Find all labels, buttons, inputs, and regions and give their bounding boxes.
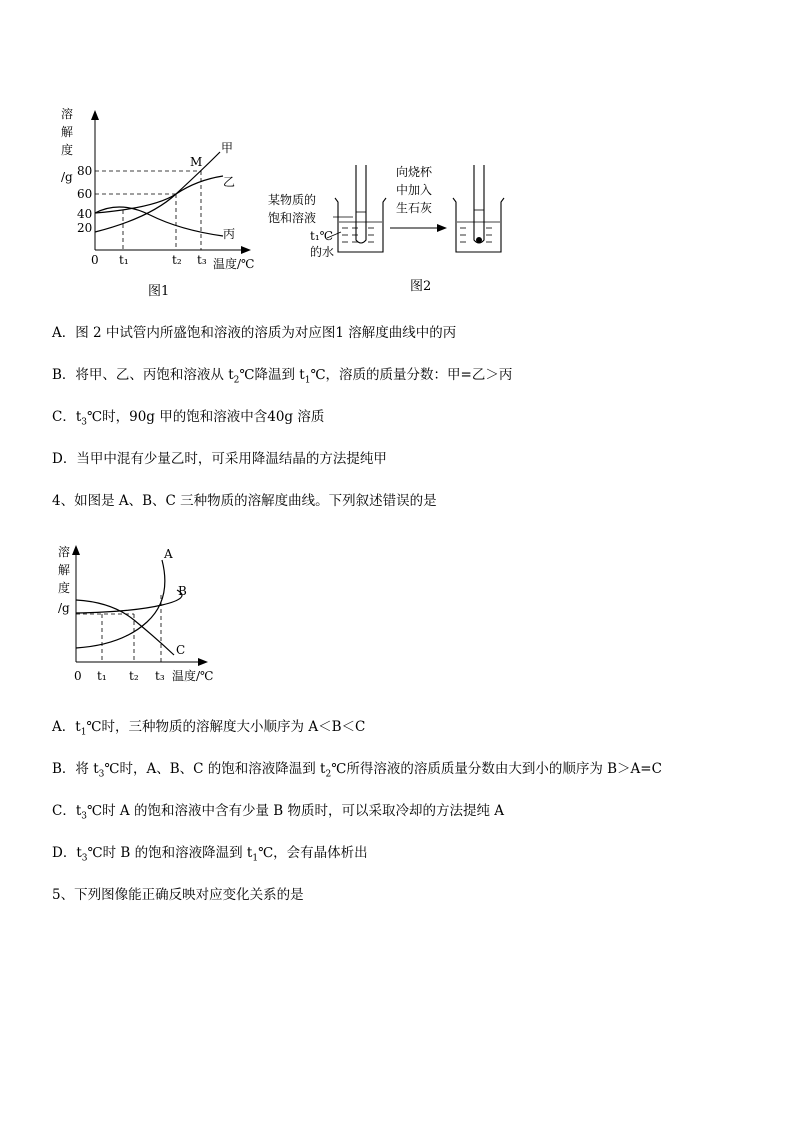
fig2-arrow-head xyxy=(437,224,447,232)
text-run: ℃，溶质的质量分数：甲=乙＞丙 xyxy=(310,367,513,383)
fig1-xlabel: 温度/℃ xyxy=(213,257,255,271)
fig2-beaker-left xyxy=(335,198,386,252)
q3-option-a: A．图 2 中试管内所盛饱和溶液的溶质为对应图1 溶解度曲线中的丙 xyxy=(52,325,457,341)
q4-xtick-t3: t₃ xyxy=(155,669,165,683)
fig2-beaker-right xyxy=(453,198,504,252)
q4-y-arrow xyxy=(72,545,80,555)
text-run: t xyxy=(75,803,82,819)
text-run: t xyxy=(76,845,82,861)
q4-stem: 4、如图是 A、B、C 三种物质的溶解度曲线。下列叙述错误的是 xyxy=(52,493,437,509)
text-run: ℃时，90g 甲的饱和溶液中含40g 溶质 xyxy=(87,409,325,425)
fig1-x-arrow xyxy=(241,246,251,254)
fig1-xtick-t2: t₂ xyxy=(172,253,182,267)
fig1-series-yi: 乙 xyxy=(223,175,236,189)
figure-2-beaker-diagram xyxy=(265,160,525,300)
text-run: 当甲中混有少量乙时，可采用降温结晶的方法提纯甲 xyxy=(76,451,387,467)
fig1-caption: 图1 xyxy=(148,284,170,299)
fig2-beaker-left-water xyxy=(339,222,382,242)
text-run: 将甲、乙、丙饱和溶液从 t xyxy=(75,367,234,383)
q4-ylabel-4: /g xyxy=(58,601,70,615)
fig2-label-2: 饱和溶液 xyxy=(268,211,317,225)
text-run: t xyxy=(75,409,82,425)
fig2-arrow-label-1: 向烧杯 xyxy=(396,165,433,179)
q4-ylabel-3: 度 xyxy=(58,581,71,595)
text-run: ℃时 A 的饱和溶液中含有少量 B 物质时，可以采取冷却的方法提纯 A xyxy=(87,803,504,819)
subscript: 3 xyxy=(81,417,88,428)
q4-x-arrow xyxy=(198,658,208,666)
fig1-ylabel-2: 解 xyxy=(61,125,74,139)
fig1-xtick-t1: t₁ xyxy=(119,253,129,267)
fig1-ytick-40: 40 xyxy=(77,207,93,221)
text-run: ℃时，三种物质的溶解度大小顺序为 A＜B＜C xyxy=(86,719,366,735)
fig1-ylabel-4: /g xyxy=(61,170,73,184)
fig1-point-m: M xyxy=(190,155,203,169)
q4-ylabel-2: 解 xyxy=(58,563,71,577)
text-run: ℃降温到 t xyxy=(239,367,305,383)
fig1-series-jia: 甲 xyxy=(221,141,234,155)
subscript: 2 xyxy=(233,375,240,386)
fig1-ylabel-3: 度 xyxy=(61,143,74,157)
q4-option-b: B．将 $t_3℃$时，A、B、C 的饱和溶液降温到 $t_2℃$所得溶液的溶质质量分数由大到小的顺序为 B＞A=C xyxy=(52,761,662,780)
q4-xtick-t1: t₁ xyxy=(97,669,107,683)
text-run: ℃时，A、B、C 的饱和溶液降温到 t xyxy=(104,761,326,777)
q3-option-c: C．$t_3℃$时，90g 甲的饱和溶液中含40g 溶质 xyxy=(52,409,325,428)
text-run: ℃，会有晶体析出 xyxy=(258,845,368,861)
subscript: 3 xyxy=(81,811,88,822)
text-run: ℃所得溶液的溶质质量分数由大到小的顺序为 B＞A=C xyxy=(331,761,662,777)
fig1-series-bing: 丙 xyxy=(223,227,236,241)
q4-xtick-0: 0 xyxy=(74,669,82,683)
fig2-test-tube-left xyxy=(356,165,366,243)
fig2-caption: 图2 xyxy=(410,279,432,294)
q4-solubility-chart xyxy=(52,540,232,690)
subscript: 3 xyxy=(81,853,88,864)
text-run: ℃时 B 的饱和溶液降温到 t xyxy=(87,845,253,861)
q4-series-b: B xyxy=(178,584,187,598)
q4-series-c: C xyxy=(176,643,186,657)
subscript: 3 xyxy=(98,769,105,780)
fig2-label-4: 的水 xyxy=(310,245,335,259)
q4-xtick-t2: t₂ xyxy=(129,669,139,683)
figure-1-solubility-chart xyxy=(55,100,285,300)
fig1-xtick-0: 0 xyxy=(91,253,99,267)
fig1-ytick-20: 20 xyxy=(77,221,93,235)
q5-stem: 5、下列图像能正确反映对应变化关系的是 xyxy=(52,887,304,903)
fig2-label-1: 某物质的 xyxy=(268,193,317,207)
text-run: t xyxy=(75,719,81,735)
q4-option-c: C．$t_3℃$时 A 的饱和溶液中含有少量 B 物质时，可以采取冷却的方法提纯 A xyxy=(52,803,504,822)
fig2-precipitate xyxy=(476,237,482,243)
text-run: 图 2 中试管内所盛饱和溶液的溶质为对应图1 溶解度曲线中的丙 xyxy=(75,325,457,341)
q3-option-d: D．当甲中混有少量乙时，可采用降温结晶的方法提纯甲 xyxy=(52,451,387,467)
q4-xlabel: 温度/℃ xyxy=(172,669,214,683)
subscript: 1 xyxy=(252,853,259,864)
subscript: 2 xyxy=(325,769,332,780)
text-run: 将 t xyxy=(75,761,99,777)
fig1-ylabel-1: 溶 xyxy=(61,107,74,121)
fig1-xtick-t3: t₃ xyxy=(197,253,207,267)
fig2-arrow-label-3: 生石灰 xyxy=(396,201,433,215)
q3-option-b: B．将甲、乙、丙饱和溶液从 $t_2℃$降温到 $t_1℃$，溶质的质量分数：甲=乙＞丙 xyxy=(52,367,513,386)
fig1-ytick-60: 60 xyxy=(77,187,93,201)
q4-series-a: A xyxy=(164,547,173,561)
q4-option-d: D．$t_3℃$时 B 的饱和溶液降温到 $t_1℃$，会有晶体析出 xyxy=(52,845,368,864)
fig2-arrow-label-2: 中加入 xyxy=(396,183,433,197)
fig1-y-arrow xyxy=(91,110,99,120)
fig1-ytick-80: 80 xyxy=(77,164,93,178)
q4-ylabel-1: 溶 xyxy=(58,545,71,559)
q4-option-a: A．$t_1℃$时，三种物质的溶解度大小顺序为 A＜B＜C xyxy=(52,719,366,738)
fig2-label-3: t₁℃ xyxy=(310,229,334,243)
subscript: 1 xyxy=(80,727,87,738)
fig2-test-tube-right xyxy=(474,165,484,243)
subscript: 1 xyxy=(304,375,311,386)
